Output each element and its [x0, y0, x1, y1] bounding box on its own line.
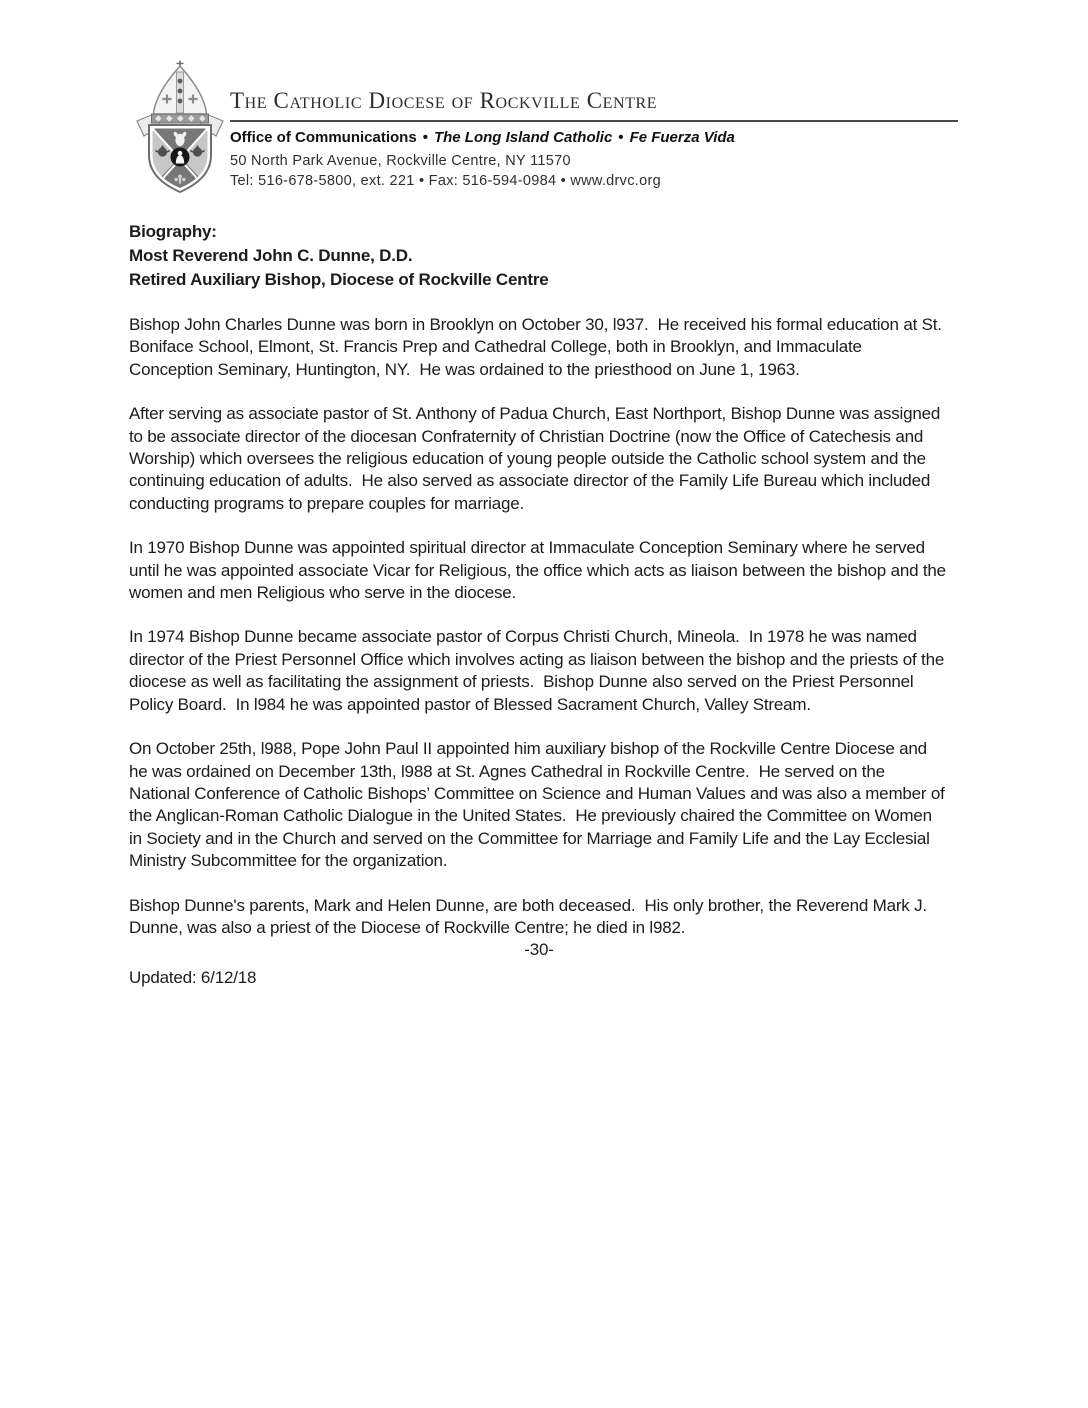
contact-line: Tel: 516-678-5800, ext. 221 • Fax: 516-594-0984 • www.drvc.org — [230, 173, 661, 189]
paragraph-container — [129, 314, 949, 939]
publication-name: The Long Island Catholic — [433, 129, 613, 146]
biography-paragraph: Bishop Dunne's parents, Mark and Helen Dunne, are both deceased. His only brother, the Reverend Mark J. Dunne, was also a priest of the Diocese of Rockville Centre; he died in l982. — [129, 895, 932, 937]
updated-date: Updated: 6/12/18 — [129, 967, 257, 987]
bishop-title: Retired Auxiliary Bishop, Diocese of Rockville Centre — [129, 270, 549, 289]
office-line — [230, 128, 962, 147]
bullet-separator: • — [618, 129, 624, 146]
letterhead-rule — [230, 120, 958, 122]
letterhead — [230, 88, 962, 191]
biography-paragraph: In 1974 Bishop Dunne became associate pastor of Corpus Christi Church, Mineola. In 1978 he was named director of the Priest Personnel Office which involves acting as liaison between the bishop and the priests of the diocese as well as facilitating the assignment of priests. Bishop Dunne also served on the Priest Personnel Policy Board. In l984 he was appointed pastor of Blessed Sacrament Church, Valley Stream. — [129, 627, 949, 714]
bishop-name: Most Reverend John C. Dunne, D.D. — [129, 246, 413, 265]
biography-paragraph: After serving as associate pastor of St. Anthony of Padua Church, East Northport, Bishop Dunne was assigned to be associate director of the diocesan Confraternity of Christian Doctrine (now the Office of Catechesis and Worship) which oversees the religious education of young people outside the Catholic school system and the continuing education of adults. He also served as associate director of the Family Life Bureau which included conducting programs to prepare couples for marriage. — [129, 404, 945, 513]
address-line: 50 North Park Avenue, Rockville Centre, NY 11570 — [230, 153, 571, 169]
biography-paragraph: Bishop John Charles Dunne was born in Brooklyn on October 30, l937. He received his formal education at St. Boniface School, Elmont, St. Francis Prep and Cathedral College, both in Brooklyn, and Immaculate Conception Seminary, Huntington, NY. He was ordained to the priesthood on June 1, 1963. — [129, 315, 947, 379]
end-of-release-mark: -30- — [524, 940, 554, 960]
coat-of-arms-svg — [125, 60, 235, 200]
bullet-separator: • — [422, 129, 428, 146]
biography-paragraph: In 1970 Bishop Dunne was appointed spiritual director at Immaculate Conception Seminary where he served until he was appointed associate Vicar for Religious, the office which acts as liaison between the bishop and the women and men Religious who serve in the diocese. — [129, 538, 951, 603]
office-name: Office of Communications — [230, 129, 417, 146]
biography-paragraph: On October 25th, l988, Pope John Paul II appointed him auxiliary bishop of the Rockville Centre Diocese and he was ordained on December 13th, l988 at St. Agnes Cathedral in Rockville Centre. He served on the National Conference of Catholic Bishops’ Committee on Science and Human Values and was also a member of the Anglican-Roman Catholic Dialogue in the United States. He previously chaired the Committee on Women in Society and in the Church and served on the Committee for Marriage and Family Life and the Lay Ecclesial Ministry Subcommittee for the organization. — [129, 739, 950, 871]
diocese-title: The Catholic Diocese of Rockville Centre — [230, 88, 658, 113]
biography-label: Biography: — [129, 222, 217, 241]
biography-document — [129, 220, 949, 989]
diocese-coat-of-arms-icon — [125, 60, 235, 200]
motto-name: Fe Fuerza Vida — [629, 129, 735, 146]
